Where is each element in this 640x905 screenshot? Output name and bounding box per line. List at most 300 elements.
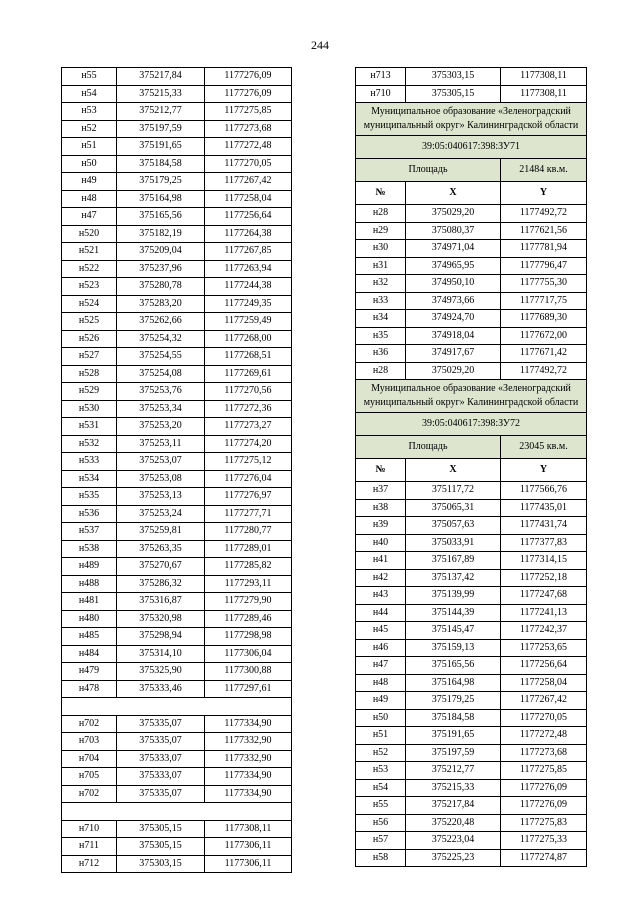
table-row [356,222,587,240]
column-header-y: Y [501,182,587,205]
y-coordinate-cell: 1177247,68 [501,587,587,605]
point-id-cell: н39 [356,517,406,535]
point-id-cell: н48 [356,674,406,692]
column-header-x: X [406,459,501,482]
table-row [62,383,292,401]
y-coordinate-cell: 1177275,12 [205,453,292,471]
point-id-cell: н481 [62,593,117,611]
table-row [356,345,587,363]
y-coordinate-cell: 1177267,85 [205,243,292,261]
y-coordinate-cell: 1177276,09 [501,797,587,815]
point-id-cell: н47 [62,208,117,226]
table-row [62,593,292,611]
table-row [356,275,587,293]
point-id-cell: н538 [62,540,117,558]
x-coordinate-cell: 374918,04 [406,327,501,345]
blank-cell [62,803,292,821]
point-id-cell: н51 [62,138,117,156]
y-coordinate-cell: 1177285,82 [205,558,292,576]
x-coordinate-cell: 375033,91 [406,534,501,552]
table-row [62,435,292,453]
y-coordinate-cell: 1177256,64 [205,208,292,226]
x-coordinate-cell: 375080,37 [406,222,501,240]
point-id-cell: н520 [62,225,117,243]
table-row [62,680,292,698]
column-header-row [356,459,587,482]
point-id-cell: н33 [356,292,406,310]
x-coordinate-cell: 375283,20 [117,295,205,313]
table-row [356,797,587,815]
y-coordinate-cell: 1177671,42 [501,345,587,363]
point-id-cell: н478 [62,680,117,698]
y-coordinate-cell: 1177621,56 [501,222,587,240]
area-row [356,159,587,182]
y-coordinate-cell: 1177492,72 [501,362,587,380]
area-label: Площадь [356,436,501,459]
y-coordinate-cell: 1177252,18 [501,569,587,587]
table-row [62,610,292,628]
x-coordinate-cell: 375303,15 [406,68,501,86]
y-coordinate-cell: 1177241,13 [501,604,587,622]
x-coordinate-cell: 375305,15 [117,820,205,838]
point-id-cell: н488 [62,575,117,593]
cadastral-row [356,413,587,436]
y-coordinate-cell: 1177259,49 [205,313,292,331]
table-row [62,523,292,541]
x-coordinate-cell: 375333,07 [117,750,205,768]
table-row [62,103,292,121]
y-coordinate-cell: 1177280,77 [205,523,292,541]
point-id-cell: н31 [356,257,406,275]
point-id-cell: н52 [356,744,406,762]
table-row [62,628,292,646]
point-id-cell: н535 [62,488,117,506]
column-header-number: № [356,182,406,205]
table-row [356,779,587,797]
x-coordinate-cell: 375333,46 [117,680,205,698]
point-id-cell: н35 [356,327,406,345]
table-row [62,575,292,593]
point-id-cell: н28 [356,362,406,380]
table-row [62,418,292,436]
x-coordinate-cell: 375029,20 [406,205,501,223]
table-row [62,470,292,488]
table-row [62,715,292,733]
table-row [62,295,292,313]
municipality-name: Муниципальное образование «Зеленоградский муниципальный округ» Калининградской области [356,380,587,413]
table-row [356,849,587,867]
y-coordinate-cell: 1177293,11 [205,575,292,593]
x-coordinate-cell: 375253,13 [117,488,205,506]
y-coordinate-cell: 1177267,42 [205,173,292,191]
y-coordinate-cell: 1177242,37 [501,622,587,640]
point-id-cell: н32 [356,275,406,293]
x-coordinate-cell: 375253,08 [117,470,205,488]
x-coordinate-cell: 375254,08 [117,365,205,383]
y-coordinate-cell: 1177277,71 [205,505,292,523]
point-id-cell: н710 [62,820,117,838]
x-coordinate-cell: 375029,20 [406,362,501,380]
table-row [356,639,587,657]
y-coordinate-cell: 1177300,88 [205,663,292,681]
x-coordinate-cell: 375179,25 [406,692,501,710]
y-coordinate-cell: 1177244,38 [205,278,292,296]
table-row [62,138,292,156]
table-row [62,278,292,296]
x-coordinate-cell: 375253,07 [117,453,205,471]
x-coordinate-cell: 375065,31 [406,499,501,517]
x-coordinate-cell: 375259,81 [117,523,205,541]
x-coordinate-cell: 375164,98 [117,190,205,208]
x-coordinate-cell: 375217,84 [117,68,205,86]
x-coordinate-cell: 375212,77 [117,103,205,121]
x-coordinate-cell: 374965,95 [406,257,501,275]
table-row [62,400,292,418]
point-id-cell: н710 [356,85,406,103]
x-coordinate-cell: 374973,66 [406,292,501,310]
table-row [62,243,292,261]
area-row [356,436,587,459]
x-coordinate-cell: 375254,32 [117,330,205,348]
page-number: 244 [311,38,329,52]
y-coordinate-cell: 1177755,30 [501,275,587,293]
point-id-cell: н537 [62,523,117,541]
point-id-cell: н48 [62,190,117,208]
x-coordinate-cell: 375253,20 [117,418,205,436]
x-coordinate-cell: 375303,15 [117,855,205,873]
point-id-cell: н479 [62,663,117,681]
x-coordinate-cell: 375220,48 [406,814,501,832]
y-coordinate-cell: 1177297,61 [205,680,292,698]
y-coordinate-cell: 1177334,90 [205,715,292,733]
coordinates-table-right [355,67,587,867]
y-coordinate-cell: 1177256,64 [501,657,587,675]
table-row [356,327,587,345]
x-coordinate-cell: 375159,13 [406,639,501,657]
y-coordinate-cell: 1177270,05 [205,155,292,173]
x-coordinate-cell: 375139,99 [406,587,501,605]
point-id-cell: н489 [62,558,117,576]
x-coordinate-cell: 375320,98 [117,610,205,628]
x-coordinate-cell: 375137,42 [406,569,501,587]
y-coordinate-cell: 1177274,20 [205,435,292,453]
table-row [356,727,587,745]
table-row [356,674,587,692]
x-coordinate-cell: 375280,78 [117,278,205,296]
x-coordinate-cell: 375217,84 [406,797,501,815]
column-header-row [356,182,587,205]
table-row [62,855,292,873]
table-row [62,260,292,278]
point-id-cell: н34 [356,310,406,328]
x-coordinate-cell: 375117,72 [406,482,501,500]
point-id-cell: н485 [62,628,117,646]
x-coordinate-cell: 375165,56 [406,657,501,675]
table-row [356,534,587,552]
table-row [356,657,587,675]
point-id-cell: н523 [62,278,117,296]
point-id-cell: н47 [356,657,406,675]
point-id-cell: н54 [356,779,406,797]
column-header-number: № [356,459,406,482]
table-row [62,190,292,208]
y-coordinate-cell: 1177717,75 [501,292,587,310]
x-coordinate-cell: 375164,98 [406,674,501,692]
y-coordinate-cell: 1177273,27 [205,418,292,436]
table-row [356,622,587,640]
blank-separator-row [62,698,292,716]
y-coordinate-cell: 1177435,01 [501,499,587,517]
point-id-cell: н38 [356,499,406,517]
table-row [62,68,292,86]
table-row [62,838,292,856]
table-row [62,820,292,838]
x-coordinate-cell: 375253,34 [117,400,205,418]
point-id-cell: н713 [356,68,406,86]
y-coordinate-cell: 1177306,11 [205,855,292,873]
table-row [356,552,587,570]
table-row [62,768,292,786]
x-coordinate-cell: 375145,47 [406,622,501,640]
y-coordinate-cell: 1177258,04 [501,674,587,692]
point-id-cell: н55 [62,68,117,86]
x-coordinate-cell: 375262,66 [117,313,205,331]
point-id-cell: н58 [356,849,406,867]
table-row [356,257,587,275]
table-row [356,240,587,258]
area-label: Площадь [356,159,501,182]
point-id-cell: н40 [356,534,406,552]
y-coordinate-cell: 1177273,68 [501,744,587,762]
point-id-cell: н37 [356,482,406,500]
table-row [62,348,292,366]
y-coordinate-cell: 1177334,90 [205,768,292,786]
point-id-cell: н711 [62,838,117,856]
x-coordinate-cell: 375197,59 [406,744,501,762]
x-coordinate-cell: 375223,04 [406,832,501,850]
table-row [356,604,587,622]
table-row [356,205,587,223]
x-coordinate-cell: 375057,63 [406,517,501,535]
y-coordinate-cell: 1177279,90 [205,593,292,611]
blank-cell [62,698,292,716]
blank-separator-row [62,803,292,821]
y-coordinate-cell: 1177492,72 [501,205,587,223]
y-coordinate-cell: 1177275,83 [501,814,587,832]
x-coordinate-cell: 375254,55 [117,348,205,366]
x-coordinate-cell: 375191,65 [406,727,501,745]
x-coordinate-cell: 375253,76 [117,383,205,401]
y-coordinate-cell: 1177267,42 [501,692,587,710]
table-row [62,208,292,226]
point-id-cell: н53 [62,103,117,121]
x-coordinate-cell: 375298,94 [117,628,205,646]
point-id-cell: н705 [62,768,117,786]
y-coordinate-cell: 1177276,09 [205,68,292,86]
x-coordinate-cell: 375215,33 [117,85,205,103]
x-coordinate-cell: 375197,59 [117,120,205,138]
y-coordinate-cell: 1177274,87 [501,849,587,867]
point-id-cell: н531 [62,418,117,436]
table-row [356,587,587,605]
y-coordinate-cell: 1177796,47 [501,257,587,275]
table-row [356,744,587,762]
table-row [62,173,292,191]
y-coordinate-cell: 1177689,30 [501,310,587,328]
point-id-cell: н30 [356,240,406,258]
area-value: 21484 кв.м. [501,159,587,182]
y-coordinate-cell: 1177334,90 [205,785,292,803]
coordinates-table-left [61,67,292,873]
y-coordinate-cell: 1177308,11 [205,820,292,838]
municipality-row [356,380,587,413]
y-coordinate-cell: 1177275,85 [205,103,292,121]
point-id-cell: н532 [62,435,117,453]
y-coordinate-cell: 1177306,04 [205,645,292,663]
point-id-cell: н533 [62,453,117,471]
table-row [356,482,587,500]
municipality-row [356,103,587,136]
y-coordinate-cell: 1177332,90 [205,750,292,768]
y-coordinate-cell: 1177431,74 [501,517,587,535]
municipality-name: Муниципальное образование «Зеленоградский муниципальный округ» Калининградской области [356,103,587,136]
table-row [62,120,292,138]
point-id-cell: н528 [62,365,117,383]
table-row [356,762,587,780]
table-row [62,505,292,523]
point-id-cell: н524 [62,295,117,313]
x-coordinate-cell: 375184,58 [117,155,205,173]
x-coordinate-cell: 375316,87 [117,593,205,611]
x-coordinate-cell: 375144,39 [406,604,501,622]
table-row [62,453,292,471]
y-coordinate-cell: 1177276,09 [205,85,292,103]
y-coordinate-cell: 1177275,85 [501,762,587,780]
point-id-cell: н44 [356,604,406,622]
y-coordinate-cell: 1177272,36 [205,400,292,418]
y-coordinate-cell: 1177308,11 [501,68,587,86]
point-id-cell: н703 [62,733,117,751]
x-coordinate-cell: 375253,24 [117,505,205,523]
x-coordinate-cell: 374950,10 [406,275,501,293]
table-row [62,330,292,348]
y-coordinate-cell: 1177270,05 [501,709,587,727]
x-coordinate-cell: 375184,58 [406,709,501,727]
table-row [62,365,292,383]
x-coordinate-cell: 375215,33 [406,779,501,797]
table-row [356,832,587,850]
table-row [356,499,587,517]
x-coordinate-cell: 375263,35 [117,540,205,558]
table-row [356,85,587,103]
y-coordinate-cell: 1177264,38 [205,225,292,243]
table-row [62,488,292,506]
y-coordinate-cell: 1177268,00 [205,330,292,348]
y-coordinate-cell: 1177781,94 [501,240,587,258]
point-id-cell: н55 [356,797,406,815]
y-coordinate-cell: 1177332,90 [205,733,292,751]
y-coordinate-cell: 1177258,04 [205,190,292,208]
table-row [62,225,292,243]
y-coordinate-cell: 1177306,11 [205,838,292,856]
y-coordinate-cell: 1177275,33 [501,832,587,850]
y-coordinate-cell: 1177566,76 [501,482,587,500]
x-coordinate-cell: 375286,32 [117,575,205,593]
point-id-cell: н49 [356,692,406,710]
point-id-cell: н36 [356,345,406,363]
point-id-cell: н51 [356,727,406,745]
x-coordinate-cell: 375212,77 [406,762,501,780]
x-coordinate-cell: 375167,89 [406,552,501,570]
table-row [62,785,292,803]
y-coordinate-cell: 1177314,15 [501,552,587,570]
x-coordinate-cell: 375191,65 [117,138,205,156]
y-coordinate-cell: 1177672,00 [501,327,587,345]
x-coordinate-cell: 375165,56 [117,208,205,226]
point-id-cell: н484 [62,645,117,663]
point-id-cell: н53 [356,762,406,780]
y-coordinate-cell: 1177249,35 [205,295,292,313]
cadastral-number: 39:05:040617:398:ЗУ72 [356,413,587,436]
point-id-cell: н41 [356,552,406,570]
table-row [62,85,292,103]
point-id-cell: н46 [356,639,406,657]
table-row [356,68,587,86]
x-coordinate-cell: 375270,67 [117,558,205,576]
x-coordinate-cell: 374924,70 [406,310,501,328]
table-row [356,310,587,328]
point-id-cell: н28 [356,205,406,223]
table-row [62,558,292,576]
point-id-cell: н57 [356,832,406,850]
table-row [62,663,292,681]
table-row [356,814,587,832]
x-coordinate-cell: 375335,07 [117,733,205,751]
y-coordinate-cell: 1177298,98 [205,628,292,646]
point-id-cell: н534 [62,470,117,488]
y-coordinate-cell: 1177269,61 [205,365,292,383]
table-row [356,692,587,710]
x-coordinate-cell: 375305,15 [117,838,205,856]
table-row [356,517,587,535]
table-row [62,733,292,751]
point-id-cell: н702 [62,715,117,733]
y-coordinate-cell: 1177272,48 [501,727,587,745]
x-coordinate-cell: 374971,04 [406,240,501,258]
point-id-cell: н50 [356,709,406,727]
x-coordinate-cell: 375179,25 [117,173,205,191]
point-id-cell: н525 [62,313,117,331]
table-row [356,709,587,727]
x-coordinate-cell: 375314,10 [117,645,205,663]
x-coordinate-cell: 375182,19 [117,225,205,243]
x-coordinate-cell: 375225,23 [406,849,501,867]
y-coordinate-cell: 1177270,56 [205,383,292,401]
x-coordinate-cell: 375237,96 [117,260,205,278]
y-coordinate-cell: 1177289,01 [205,540,292,558]
table-row [356,569,587,587]
point-id-cell: н712 [62,855,117,873]
x-coordinate-cell: 375333,07 [117,768,205,786]
table-row [62,540,292,558]
x-coordinate-cell: 375335,07 [117,785,205,803]
point-id-cell: н43 [356,587,406,605]
point-id-cell: н529 [62,383,117,401]
cadastral-row [356,136,587,159]
point-id-cell: н42 [356,569,406,587]
point-id-cell: н521 [62,243,117,261]
point-id-cell: н54 [62,85,117,103]
